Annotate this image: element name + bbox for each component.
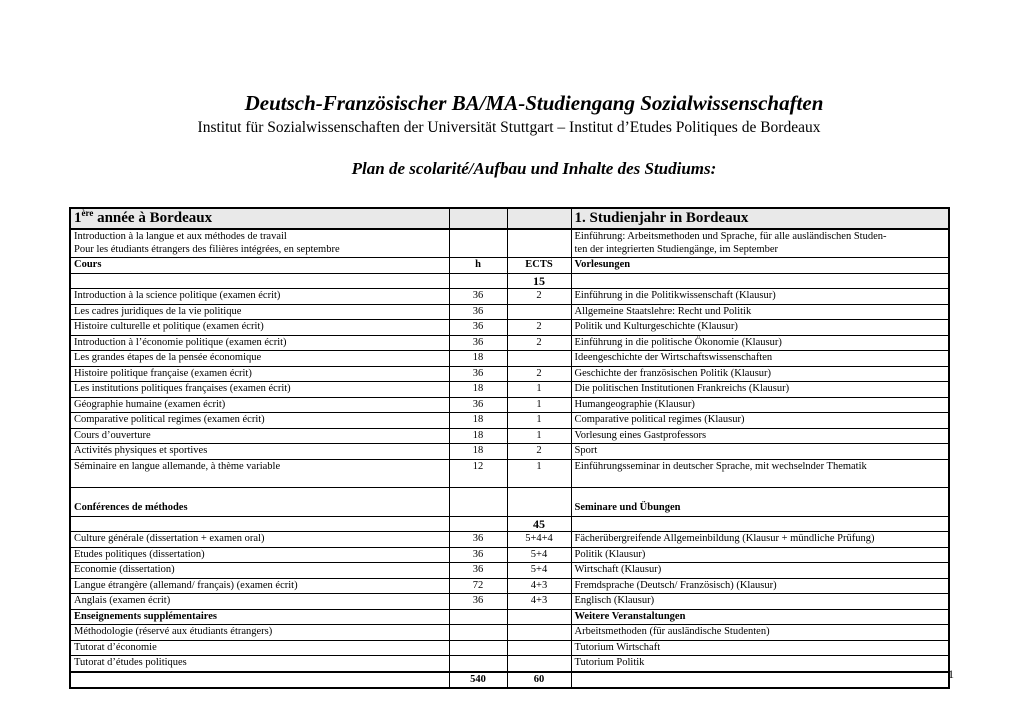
course-hours: 18 xyxy=(449,428,507,444)
course-ects: 2 xyxy=(507,289,571,305)
course-ects: 2 xyxy=(507,444,571,460)
total-ects: 60 xyxy=(507,672,571,689)
course-fr: Economie (dissertation) xyxy=(70,563,449,579)
table-row xyxy=(70,625,949,641)
course-hours: 36 xyxy=(449,289,507,305)
table-row xyxy=(70,397,949,413)
course-de: Politik und Kulturgeschichte (Klausur) xyxy=(571,320,949,336)
course-ects xyxy=(507,656,571,672)
course-hours: 36 xyxy=(449,532,507,548)
section-seminare: Seminare und Übungen xyxy=(571,487,949,516)
subtotal-ects-1: 15 xyxy=(507,273,571,289)
course-ects: 5+4 xyxy=(507,547,571,563)
table-row xyxy=(70,413,949,429)
course-hours: 18 xyxy=(449,382,507,398)
curriculum-table xyxy=(69,207,950,689)
section-enseignements: Enseignements supplémentaires xyxy=(70,609,449,625)
course-hours: 72 xyxy=(449,578,507,594)
table-row xyxy=(70,547,949,563)
course-de: Einführung in die politische Ökonomie (Klausur) xyxy=(571,335,949,351)
course-hours: 36 xyxy=(449,320,507,336)
intro-french: Introduction à la langue et aux méthodes de travail Pour les étudiants étrangers des filières intégrées, en septembre xyxy=(70,229,449,258)
course-fr: Méthodologie (réservé aux étudiants étrangers) xyxy=(70,625,449,641)
course-de: Humangeographie (Klausur) xyxy=(571,397,949,413)
table-row xyxy=(70,459,949,487)
table-row xyxy=(70,656,949,672)
table-row xyxy=(70,304,949,320)
table-row xyxy=(70,366,949,382)
course-fr: Comparative political regimes (examen écrit) xyxy=(70,413,449,429)
subtotal-row-1 xyxy=(70,273,949,289)
col-ects: ECTS xyxy=(507,258,571,274)
table-row xyxy=(70,335,949,351)
table-row xyxy=(70,594,949,610)
course-hours: 36 xyxy=(449,335,507,351)
course-ects: 1 xyxy=(507,459,571,487)
course-hours: 36 xyxy=(449,547,507,563)
subtotal-ects-2: 45 xyxy=(507,516,571,532)
course-ects: 2 xyxy=(507,335,571,351)
table-row xyxy=(70,351,949,367)
column-header-row xyxy=(70,258,949,274)
course-ects: 1 xyxy=(507,397,571,413)
table-header-row xyxy=(70,208,949,229)
total-hours: 540 xyxy=(449,672,507,689)
course-fr: Tutorat d’études politiques xyxy=(70,656,449,672)
header-french: 1ère année à Bordeaux xyxy=(70,208,449,229)
course-fr: Culture générale (dissertation + examen oral) xyxy=(70,532,449,548)
course-fr: Géographie humaine (examen écrit) xyxy=(70,397,449,413)
course-ects: 4+3 xyxy=(507,578,571,594)
course-hours xyxy=(449,640,507,656)
course-de: Englisch (Klausur) xyxy=(571,594,949,610)
course-ects: 2 xyxy=(507,320,571,336)
col-hours: h xyxy=(449,258,507,274)
course-ects xyxy=(507,640,571,656)
course-hours: 36 xyxy=(449,304,507,320)
subtotal-row-2 xyxy=(70,516,949,532)
course-fr: Activités physiques et sportives xyxy=(70,444,449,460)
course-ects xyxy=(507,304,571,320)
course-fr: Histoire culturelle et politique (examen écrit) xyxy=(70,320,449,336)
course-de: Fächerübergreifende Allgemeinbildung (Klausur + mündliche Prüfung) xyxy=(571,532,949,548)
course-fr: Les grandes étapes de la pensée économique xyxy=(70,351,449,367)
section-conferences: Conférences de méthodes xyxy=(70,487,449,516)
course-fr: Cours d’ouverture xyxy=(70,428,449,444)
course-hours xyxy=(449,625,507,641)
col-cours: Cours xyxy=(70,258,449,274)
course-ects: 1 xyxy=(507,413,571,429)
course-hours xyxy=(449,656,507,672)
course-hours: 36 xyxy=(449,594,507,610)
col-vorlesungen: Vorlesungen xyxy=(571,258,949,274)
course-de: Politik (Klausur) xyxy=(571,547,949,563)
table-row xyxy=(70,578,949,594)
total-row xyxy=(70,672,949,689)
table-row xyxy=(70,320,949,336)
course-ects: 5+4 xyxy=(507,563,571,579)
section-weitere: Weitere Veranstaltungen xyxy=(571,609,949,625)
course-fr: Langue étrangère (allemand/ français) (examen écrit) xyxy=(70,578,449,594)
course-fr: Les cadres juridiques de la vie politique xyxy=(70,304,449,320)
course-hours: 36 xyxy=(449,366,507,382)
page-number: 1 xyxy=(948,667,954,681)
plan-heading: Plan de scolarité/Aufbau und Inhalte des Studiums: xyxy=(351,159,717,178)
course-de: Vorlesung eines Gastprofessors xyxy=(571,428,949,444)
course-hours: 18 xyxy=(449,351,507,367)
section-row-supplementaires xyxy=(70,609,949,625)
course-de: Arbeitsmethoden (für ausländische Studenten) xyxy=(571,625,949,641)
section-row-methodes xyxy=(70,487,949,516)
intro-row xyxy=(70,229,949,258)
table-row xyxy=(70,532,949,548)
course-hours: 18 xyxy=(449,444,507,460)
course-hours: 36 xyxy=(449,563,507,579)
course-fr: Séminaire en langue allemande, à thème variable xyxy=(70,459,449,487)
course-de: Einführung in die Politikwissenschaft (Klausur) xyxy=(571,289,949,305)
course-ects xyxy=(507,625,571,641)
course-fr: Les institutions politiques françaises (examen écrit) xyxy=(70,382,449,398)
course-de: Wirtschaft (Klausur) xyxy=(571,563,949,579)
course-de: Tutorium Wirtschaft xyxy=(571,640,949,656)
document-subtitle: Institut für Sozialwissenschaften der Universität Stuttgart – Institut d’Etudes Politiques de Bordeaux xyxy=(197,119,821,136)
table-row xyxy=(70,563,949,579)
course-de: Ideengeschichte der Wirtschaftswissenschaften xyxy=(571,351,949,367)
course-de: Geschichte der französischen Politik (Klausur) xyxy=(571,366,949,382)
course-fr: Introduction à l’économie politique (examen écrit) xyxy=(70,335,449,351)
table-row xyxy=(70,640,949,656)
course-ects: 1 xyxy=(507,428,571,444)
course-de: Sport xyxy=(571,444,949,460)
course-de: Einführungsseminar in deutscher Sprache, mit wechselnder Thematik xyxy=(571,459,949,487)
course-ects: 4+3 xyxy=(507,594,571,610)
course-de: Fremdsprache (Deutsch/ Französisch) (Klausur) xyxy=(571,578,949,594)
table-row xyxy=(70,428,949,444)
header-german: 1. Studienjahr in Bordeaux xyxy=(571,208,949,229)
table-row xyxy=(70,382,949,398)
course-ects: 1 xyxy=(507,382,571,398)
course-ects: 2 xyxy=(507,366,571,382)
course-ects: 5+4+4 xyxy=(507,532,571,548)
course-de: Comparative political regimes (Klausur) xyxy=(571,413,949,429)
course-de: Allgemeine Staatslehre: Recht und Politik xyxy=(571,304,949,320)
table-row xyxy=(70,289,949,305)
course-hours: 12 xyxy=(449,459,507,487)
course-de: Die politischen Institutionen Frankreichs (Klausur) xyxy=(571,382,949,398)
course-de: Tutorium Politik xyxy=(571,656,949,672)
intro-german: Einführung: Arbeitsmethoden und Sprache, für alle ausländischen Studen- ten der integrierten Studiengänge, im September xyxy=(571,229,949,258)
document-title: Deutsch-Französischer BA/MA-Studiengang Sozialwissenschaften xyxy=(244,91,824,115)
course-fr: Tutorat d’économie xyxy=(70,640,449,656)
course-hours: 18 xyxy=(449,413,507,429)
course-fr: Etudes politiques (dissertation) xyxy=(70,547,449,563)
course-fr: Histoire politique française (examen écrit) xyxy=(70,366,449,382)
course-hours: 36 xyxy=(449,397,507,413)
course-fr: Introduction à la science politique (examen écrit) xyxy=(70,289,449,305)
course-fr: Anglais (examen écrit) xyxy=(70,594,449,610)
course-ects xyxy=(507,351,571,367)
table-row xyxy=(70,444,949,460)
